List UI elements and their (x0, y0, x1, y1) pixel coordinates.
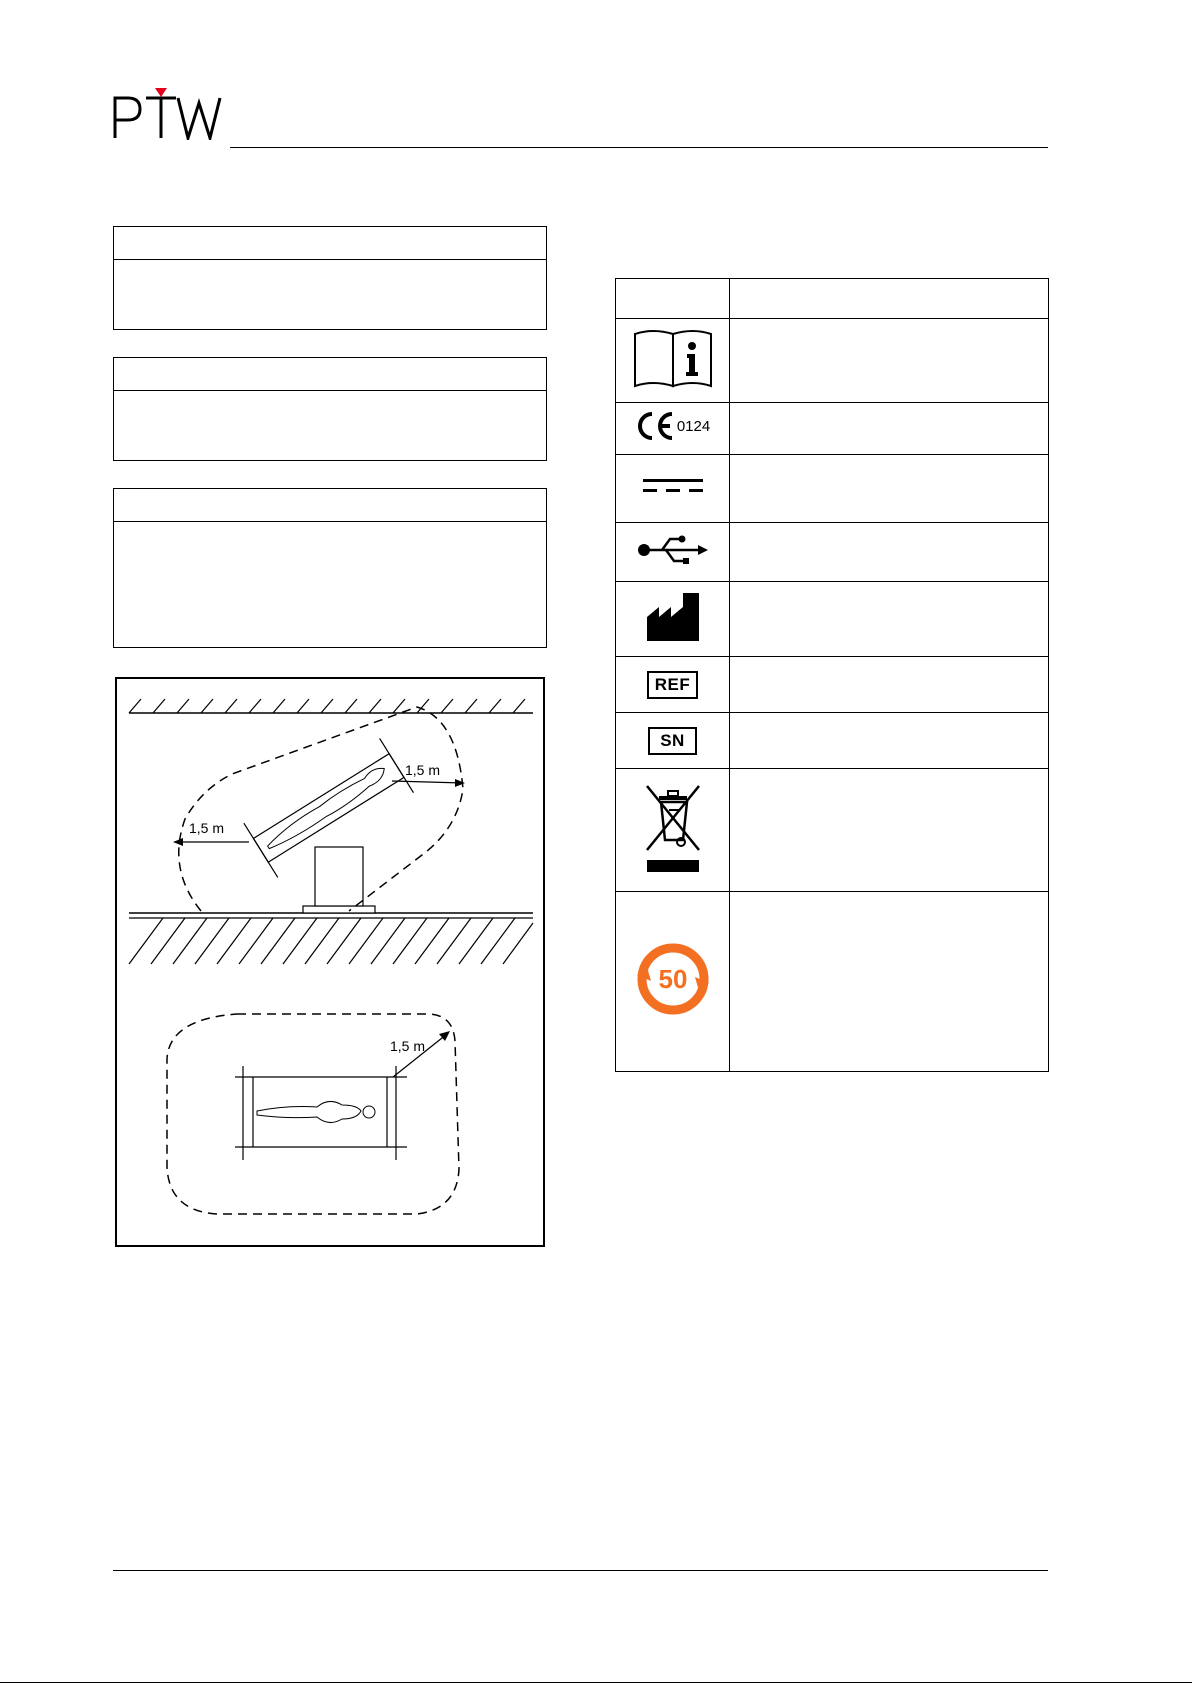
notified-body-number: 0124 (676, 417, 711, 435)
ce-mark-icon (635, 410, 710, 442)
distance-label-right: 1,5 m (405, 762, 441, 778)
table-row (616, 319, 1049, 403)
direct-current-icon (641, 476, 705, 496)
notice-heading (114, 227, 546, 260)
row-description (730, 523, 1049, 582)
row-description (730, 892, 1049, 1072)
page-bottom-rule (0, 1682, 1192, 1683)
table-row (616, 582, 1049, 657)
row-description (730, 769, 1049, 892)
notice-box-3 (113, 488, 547, 648)
symbols-table (615, 278, 1049, 1072)
table-row (616, 403, 1049, 455)
header-rule (230, 147, 1048, 148)
instructions-for-use-icon (631, 326, 715, 390)
serial-number-icon: SN (648, 727, 697, 755)
row-description (730, 455, 1049, 523)
notice-box-2 (113, 357, 547, 461)
notice-heading (114, 489, 546, 522)
catalog-number-icon: REF (647, 671, 699, 699)
table-header-row (616, 279, 1049, 319)
row-description (730, 582, 1049, 657)
row-description (730, 657, 1049, 713)
row-description (730, 713, 1049, 769)
manufacturer-icon (645, 591, 701, 643)
usb-icon (636, 533, 710, 567)
floor-hatch (129, 918, 533, 964)
table-row (616, 769, 1049, 892)
distance-label-top-view: 1,5 m (390, 1038, 426, 1054)
footer-rule (113, 1570, 1048, 1571)
table-row (616, 657, 1049, 713)
diagram-svg (117, 679, 543, 1245)
table-row (616, 713, 1049, 769)
notice-heading (114, 358, 546, 391)
patient-environment-diagram (115, 677, 545, 1247)
distance-label-left: 1,5 m (189, 820, 225, 836)
table-row (616, 523, 1049, 582)
weee-crossed-bin-icon (641, 780, 705, 876)
ptw-logo (112, 86, 222, 140)
table-row (616, 892, 1049, 1072)
row-description (730, 403, 1049, 455)
row-description (730, 319, 1049, 403)
rohs-period-text: 50 (658, 964, 687, 994)
notice-box-1 (113, 226, 547, 330)
column-header-meaning (730, 279, 1049, 319)
ceiling-hatch (129, 699, 525, 713)
china-rohs-50-icon (633, 939, 713, 1019)
table-row (616, 455, 1049, 523)
column-header-symbol (616, 279, 730, 319)
